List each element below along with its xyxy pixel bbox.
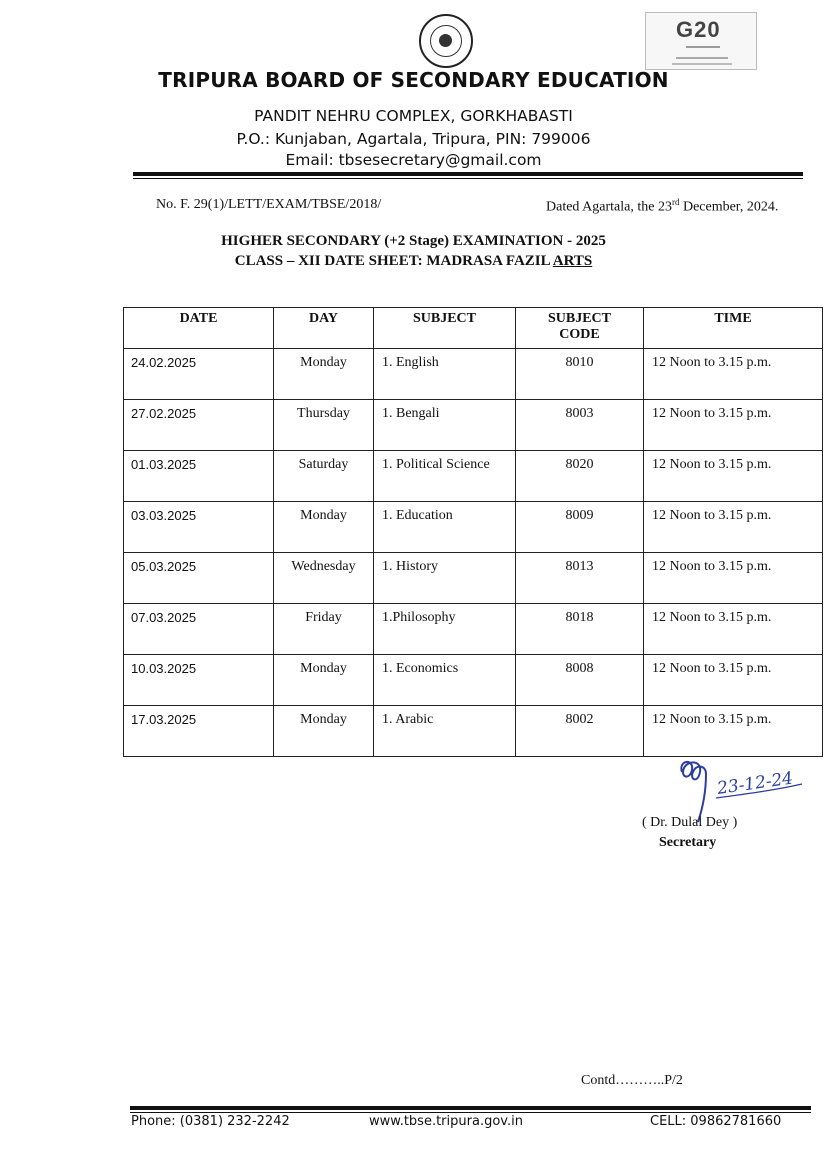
dated-suffix: December, 2024. bbox=[679, 199, 779, 215]
cell-day: Wednesday bbox=[274, 553, 374, 604]
cell-code: 8009 bbox=[516, 502, 644, 553]
cell-code: 8010 bbox=[516, 349, 644, 400]
table-row bbox=[124, 655, 823, 706]
footer-divider-thin bbox=[130, 1112, 811, 1113]
header-subject-code bbox=[516, 308, 644, 349]
date-sheet-heading bbox=[0, 253, 827, 270]
cell-date: 10.03.2025 bbox=[124, 655, 274, 706]
cell-day: Monday bbox=[274, 349, 374, 400]
cell-time: 12 Noon to 3.15 p.m. bbox=[644, 655, 823, 706]
cell-time: 12 Noon to 3.15 p.m. bbox=[644, 553, 823, 604]
date-sheet-table bbox=[123, 307, 823, 757]
header-date: DATE bbox=[124, 308, 274, 349]
header-divider bbox=[133, 172, 803, 176]
header-code-line1: SUBJECT bbox=[547, 311, 612, 326]
footer-website: www.tbse.tripura.gov.in bbox=[369, 1114, 523, 1129]
cell-code: 8018 bbox=[516, 604, 644, 655]
cell-subject: 1. Bengali bbox=[374, 400, 516, 451]
table-row bbox=[124, 349, 823, 400]
cell-date: 01.03.2025 bbox=[124, 451, 274, 502]
g20-logo bbox=[645, 12, 757, 70]
header-code-line2: CODE bbox=[559, 327, 600, 342]
cell-date: 03.03.2025 bbox=[124, 502, 274, 553]
date-sheet-heading-stream: ARTS bbox=[552, 253, 593, 269]
dated-sup: rd bbox=[671, 197, 680, 207]
cell-subject: 1. English bbox=[374, 349, 516, 400]
cell-time: 12 Noon to 3.15 p.m. bbox=[644, 706, 823, 757]
table-row bbox=[124, 706, 823, 757]
cell-date: 17.03.2025 bbox=[124, 706, 274, 757]
board-seal-logo bbox=[419, 14, 473, 68]
table-row bbox=[124, 451, 823, 502]
cell-code: 8013 bbox=[516, 553, 644, 604]
email-line: Email: tbsesecretary@gmail.com bbox=[285, 151, 542, 169]
g20-mark: G20 bbox=[676, 17, 721, 42]
cell-day: Friday bbox=[274, 604, 374, 655]
cell-subject: 1. Arabic bbox=[374, 706, 516, 757]
continued-note: Contd………..P/2 bbox=[581, 1073, 683, 1088]
cell-time: 12 Noon to 3.15 p.m. bbox=[644, 502, 823, 553]
cell-date: 24.02.2025 bbox=[124, 349, 274, 400]
handwritten-signature bbox=[676, 754, 816, 824]
footer-phone: Phone: (0381) 232-2242 bbox=[131, 1114, 290, 1129]
cell-code: 8002 bbox=[516, 706, 644, 757]
signatory-designation: Secretary bbox=[659, 835, 717, 850]
cell-date: 07.03.2025 bbox=[124, 604, 274, 655]
cell-day: Monday bbox=[274, 655, 374, 706]
dated-line bbox=[546, 197, 778, 216]
cell-time: 12 Noon to 3.15 p.m. bbox=[644, 400, 823, 451]
signature-date: 23-12-24 bbox=[715, 768, 795, 799]
header-time: TIME bbox=[644, 308, 823, 349]
dated-prefix: Dated Agartala, the 23 bbox=[546, 199, 672, 215]
footer-cell: CELL: 09862781660 bbox=[650, 1114, 782, 1129]
reference-number: No. F. 29(1)/LETT/EXAM/TBSE/2018/ bbox=[156, 197, 382, 212]
cell-code: 8003 bbox=[516, 400, 644, 451]
board-title: TRIPURA BOARD OF SECONDARY EDUCATION bbox=[158, 68, 669, 92]
cell-time: 12 Noon to 3.15 p.m. bbox=[644, 604, 823, 655]
address-line-2: P.O.: Kunjaban, Agartala, Tripura, PIN: 799006 bbox=[236, 130, 591, 148]
cell-time: 12 Noon to 3.15 p.m. bbox=[644, 451, 823, 502]
cell-subject: 1. Education bbox=[374, 502, 516, 553]
footer-divider bbox=[130, 1106, 811, 1110]
header-divider-thin bbox=[133, 178, 803, 179]
cell-day: Saturday bbox=[274, 451, 374, 502]
cell-date: 05.03.2025 bbox=[124, 553, 274, 604]
cell-time: 12 Noon to 3.15 p.m. bbox=[644, 349, 823, 400]
header-subject: SUBJECT bbox=[374, 308, 516, 349]
signatory-name: ( Dr. Dulal Dey ) bbox=[642, 815, 738, 830]
cell-day: Thursday bbox=[274, 400, 374, 451]
cell-subject: 1. Economics bbox=[374, 655, 516, 706]
address-line-1: PANDIT NEHRU COMPLEX, GORKHABASTI bbox=[254, 107, 573, 125]
cell-code: 8020 bbox=[516, 451, 644, 502]
cell-subject: 1. Political Science bbox=[374, 451, 516, 502]
table-row bbox=[124, 553, 823, 604]
cell-day: Monday bbox=[274, 706, 374, 757]
table-header-row bbox=[124, 308, 823, 349]
header-day: DAY bbox=[274, 308, 374, 349]
table-row bbox=[124, 502, 823, 553]
exam-heading: HIGHER SECONDARY (+2 Stage) EXAMINATION - 2025 bbox=[221, 233, 606, 249]
cell-date: 27.02.2025 bbox=[124, 400, 274, 451]
cell-day: Monday bbox=[274, 502, 374, 553]
table-row bbox=[124, 604, 823, 655]
cell-subject: 1.Philosophy bbox=[374, 604, 516, 655]
table-row bbox=[124, 400, 823, 451]
date-sheet-heading-prefix: CLASS – XII DATE SHEET: MADRASA FAZIL bbox=[234, 253, 553, 269]
cell-code: 8008 bbox=[516, 655, 644, 706]
cell-subject: 1. History bbox=[374, 553, 516, 604]
